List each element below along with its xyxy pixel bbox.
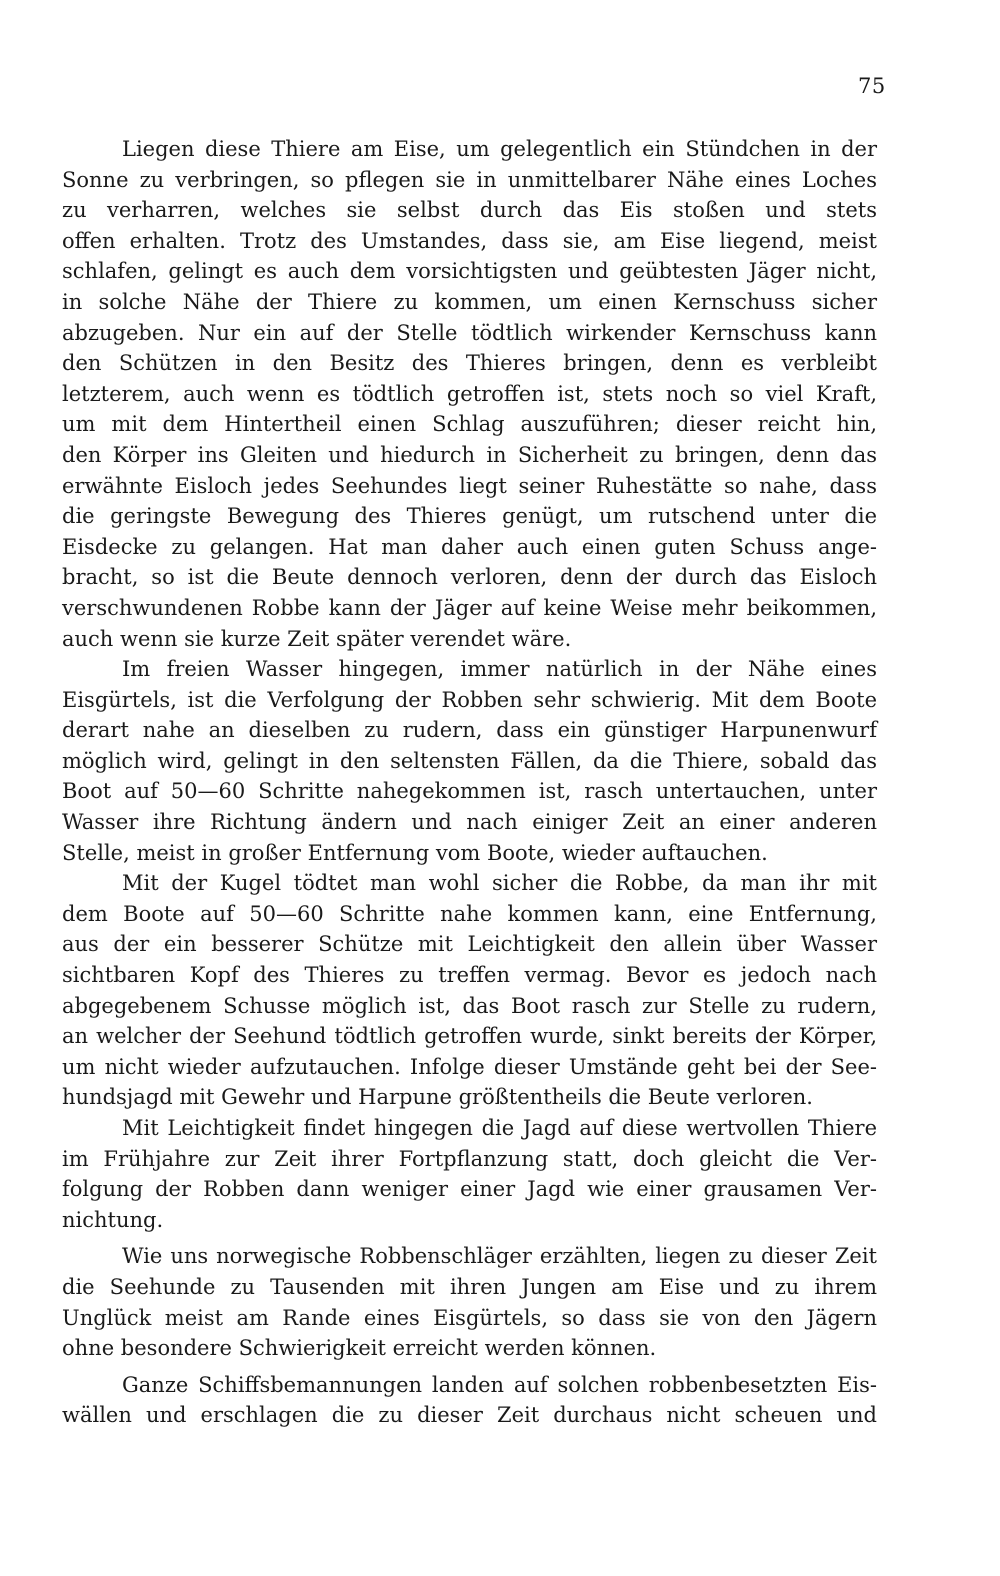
- text-line: abzugeben. Nur ein auf der Stelle tödtlich wirkender Kernschuss kann: [62, 320, 877, 345]
- text-line: Ganze Schiffsbemannungen landen auf solchen robbenbesetzten Eis-: [122, 1372, 877, 1397]
- text-line: nichtung.: [62, 1207, 164, 1232]
- text-line: um nicht wieder aufzutauchen. Infolge dieser Umstände geht bei der See-: [62, 1054, 877, 1079]
- text-line: im Frühjahre zur Zeit ihrer Fortpflanzung statt, doch gleicht die Ver-: [62, 1146, 877, 1171]
- text-line: Sonne zu verbringen, so pflegen sie in unmittelbarer Nähe eines Loches: [62, 167, 877, 192]
- text-line: wällen und erschlagen die zu dieser Zeit durchaus nicht scheuen und: [62, 1403, 877, 1428]
- text-line: dem Boote auf 50—60 Schritte nahe kommen kann, eine Entfernung,: [62, 901, 877, 926]
- text-line: folgung der Robben dann weniger einer Jagd wie einer grausamen Ver-: [62, 1177, 877, 1202]
- text-line: offen erhalten. Trotz des Umstandes, dass sie, am Eise liegend, meist: [62, 228, 877, 253]
- text-line: verschwundenen Robbe kann der Jäger auf keine Weise mehr beikommen,: [62, 595, 877, 620]
- text-line: hundsjagd mit Gewehr und Harpune größtentheils die Beute verloren.: [62, 1085, 813, 1110]
- text-line: möglich wird, gelingt in den seltensten Fällen, da die Thiere, sobald das: [62, 748, 877, 773]
- text-line: in solche Nähe der Thiere zu kommen, um einen Kernschuss sicher: [62, 289, 877, 314]
- text-line: Im freien Wasser hingegen, immer natürlich in der Nähe eines: [122, 657, 877, 682]
- text-line: die Seehunde zu Tausenden mit ihren Jungen am Eise und zu ihrem: [62, 1274, 877, 1299]
- text-line: Liegen diese Thiere am Eise, um gelegentlich ein Stündchen in der: [122, 137, 877, 161]
- text-line: Wasser ihre Richtung ändern und nach einiger Zeit an einer anderen: [62, 810, 877, 835]
- text-line: den Schützen in den Besitz des Thieres bringen, denn es verbleibt: [62, 351, 877, 376]
- text-line: Eisgürtels, ist die Verfolgung der Robben sehr schwierig. Mit dem Boote: [62, 687, 877, 712]
- text-line: derart nahe an dieselben zu rudern, dass ein günstiger Harpunenwurf: [62, 718, 877, 743]
- text-line: an welcher der Seehund tödtlich getroffen wurde, sinkt bereits der Körper,: [62, 1024, 877, 1049]
- text-line: den Körper ins Gleiten und hiedurch in Sicherheit zu bringen, denn das: [62, 442, 877, 467]
- text-line: ohne besondere Schwierigkeit erreicht werden können.: [62, 1336, 657, 1361]
- text-line: abgegebenem Schusse möglich ist, das Boot rasch zur Stelle zu rudern,: [62, 993, 877, 1018]
- text-line: schlafen, gelingt es auch dem vorsichtigsten und geübtesten Jäger nicht,: [62, 259, 877, 284]
- text-line: Eisdecke zu gelangen. Hat man daher auch einen guten Schuss ange-: [62, 534, 877, 559]
- text-line: Mit der Kugel tödtet man wohl sicher die Robbe, da man ihr mit: [122, 871, 877, 896]
- text-line: zu verharren, welches sie selbst durch das Eis stoßen und stets: [62, 198, 877, 223]
- text-line: um mit dem Hintertheil einen Schlag auszuführen; dieser reicht hin,: [62, 412, 877, 437]
- text-line: Boot auf 50—60 Schritte nahegekommen ist, rasch untertauchen, unter: [62, 779, 877, 804]
- text-line: erwähnte Eisloch jedes Seehundes liegt seiner Ruhestätte so nahe, dass: [62, 473, 877, 498]
- text-body: [62, 134, 877, 1431]
- text-line: auch wenn sie kurze Zeit später verendet wäre.: [62, 626, 572, 651]
- text-line: Unglück meist am Rande eines Eisgürtels, so dass sie von den Jägern: [62, 1305, 877, 1330]
- text-line: Wie uns norwegische Robbenschläger erzählten, liegen zu dieser Zeit: [122, 1244, 877, 1269]
- text-line: die geringste Bewegung des Thieres genügt, um rutschend unter die: [62, 504, 877, 529]
- text-line: Mit Leichtigkeit findet hingegen die Jagd auf diese wertvollen Thiere: [122, 1116, 877, 1140]
- text-line: aus der ein besserer Schütze mit Leichtigkeit den allein über Wasser: [62, 932, 877, 957]
- text-line: Stelle, meist in großer Entfernung vom Boote, wieder auftauchen.: [62, 840, 768, 865]
- text-line: letzterem, auch wenn es tödtlich getroffen ist, stets noch so viel Kraft,: [62, 381, 877, 406]
- text-line: sichtbaren Kopf des Thieres zu treffen vermag. Bevor es jedoch nach: [62, 963, 877, 988]
- page-number: 75: [858, 74, 886, 98]
- text-line: bracht, so ist die Beute dennoch verloren, denn der durch das Eisloch: [62, 565, 877, 590]
